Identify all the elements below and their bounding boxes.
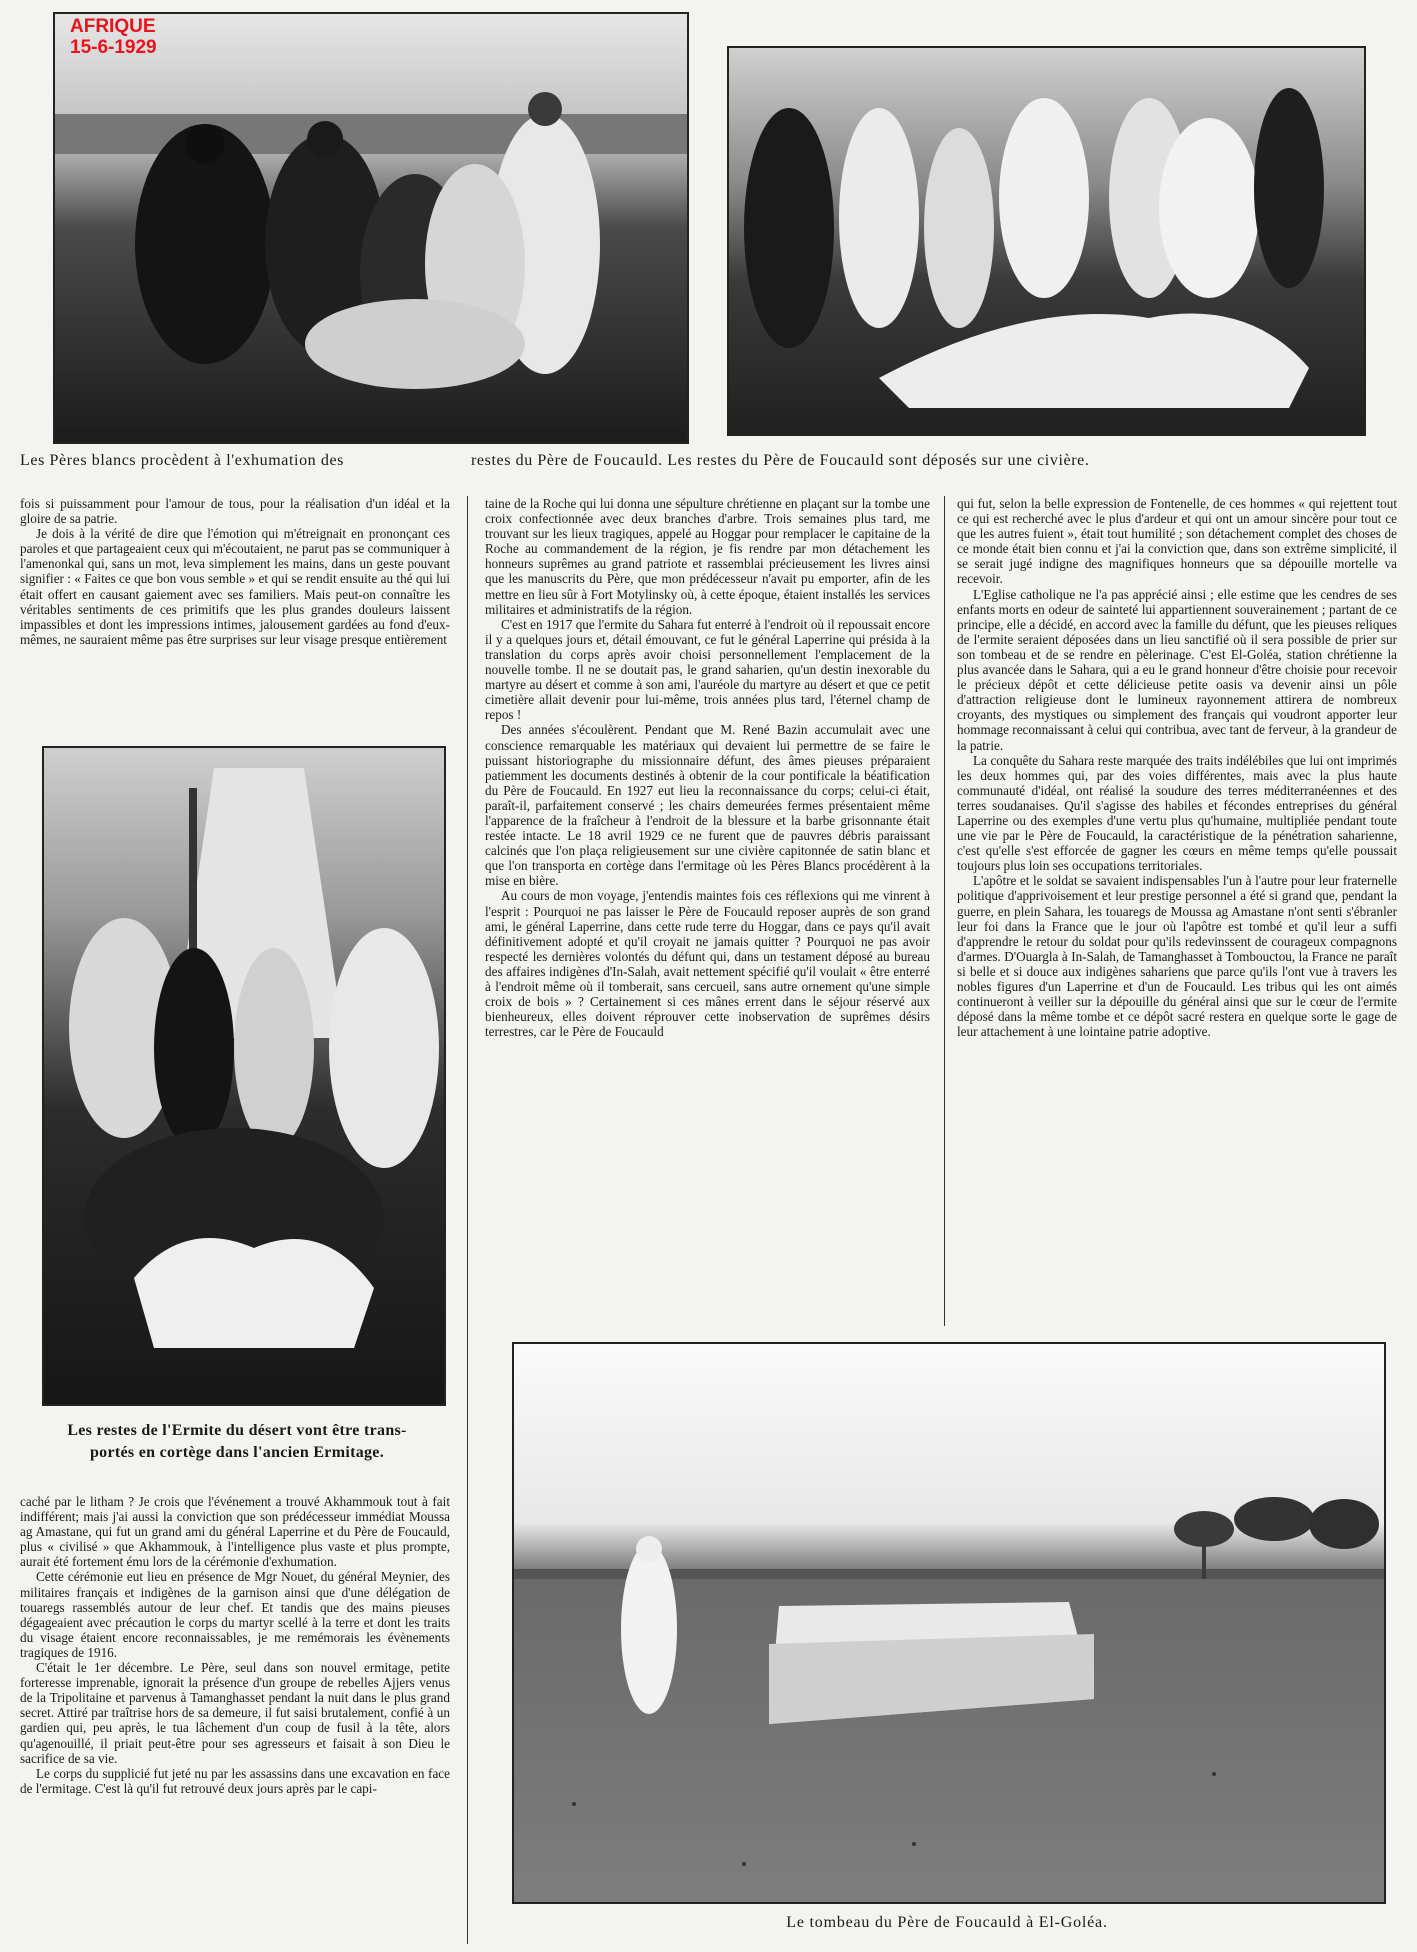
paragraph: La conquête du Sahara reste marquée des traits indélébiles que lui ont imprimés les deux hommes qui, par des voies différentes, mais avec la plus haute communauté d'idéal, ont réalisé la soudure des terres méditerranéennes et des terres soudanaises. Qu'il s'agisse des habiles et fécondes entreprises du général Laperrine ou des exemples d'une vertu plus qu'humaine, multipliée pendant toute une vie par le Père de Foucauld, la caractéristique de la pénétration saharienne, c'est qu'elle s'est efforcée de gagner les cœurs en même temps qu'elle poussait toujours plus loin ses occupations territoriales. xyxy=(957,752,1397,874)
paragraph: Des années s'écoulèrent. Pendant que M. René Bazin accumulait avec une conscience remarquable les matériaux qui devaient lui permettre de se faire le puissant historiographe du missionnaire défunt, des âmes pieuses préparaient patiemment les documents destinés à obtenir de la cour pontificale la béatification du Père de Foucauld. En 1927 eut lieu la reconnaissance du corps; celui-ci était, paraît-il, parfaitement conservé ; les chairs demeurées fermes présentaient même l'apparence de la fraîcheur à l'endroit de la blessure et la barbe grisonnante était restée intacte. Le 18 avril 1929 ce ne furent que de pauvres débris paraissant calcinés que l'on plaça religieusement sur une civière capitonnée de satin blanc et que l'on transporta en cortège dans l'ermitage où les Pères Blancs procédèrent à la mise en bière. xyxy=(485,722,930,889)
column-3 xyxy=(957,496,1397,1326)
column-rule xyxy=(467,496,468,1944)
stamp-publication: AFRIQUE xyxy=(70,16,156,37)
paragraph: fois si puissamment pour l'amour de tous, pour la réalisation d'un idéal et la gloire de sa patrie. xyxy=(20,496,450,527)
column-rule xyxy=(944,496,945,1326)
paragraph: Cette cérémonie eut lieu en présence de Mgr Nouet, du général Meynier, des militaires français et indigènes de la garnison ainsi que d'une délégation de touaregs rassemblés autour de leur chef. Et tandis que des mains pieuses dégageaient avec précaution le corps du martyr scellé à la terre et dont les traits du visage étaient encore reconnaissables, je me remémorais les évènements tragiques de 1916. xyxy=(20,1569,450,1660)
paragraph: L'apôtre et le soldat se savaient indispensables l'un à l'autre pour leur fraternelle politique d'apprivoisement et leur prestige personnel a été si grand que, pendant la guerre, en plein Sahara, les touaregs de Moussa ag Amastane n'ont senti s'ébranler leur foi dans la France que le jour où l'apôtre est tombé et qu'il leur a suffi d'apprendre le retour du soldat pour qu'ils redevinssent de courageux compagnons d'armes. D'Ouargla à In-Salah, de Tamanghasset à Tombouctou, la France ne paraît si belle et si douce aux indigènes sahariens que parce qu'ils l'ont vue à travers les nobles figures d'un Laperrine et d'un de Foucauld. Les tribus qui les ont aimés continueront à veiller sur la dépouille du général ainsi que sur le cœur de l'ermite déposé dans la même tombe et ce dépôt sacré restera en quelque sorte le gage de leur attachement à une lointaine patrie adoptive. xyxy=(957,873,1397,1040)
column-1-bottom xyxy=(20,1494,450,1950)
paragraph: Je dois à la vérité de dire que l'émotion qui m'étreignait en prononçant ces paroles et que partageaient ceux qui m'écoutaient, ne parut pas se communiquer à l'amenonkal qui, sans un mot, leva simplement les mains, dans un geste pouvant signifier : « Faites ce que bon vous semble » et qui se rendit ensuite au thé qui lui était offert en causant gaiement avec ses familiers. Mais peut-on connaître les véritables sentiments de ces primitifs que les plus grandes douleurs laissent impassibles et dont les impressions intimes, jalousement gardées au fond d'eux-mêmes, ne sauraient même pas être surprises sur leur visage presque entièrement xyxy=(20,526,450,647)
date-stamp xyxy=(70,16,157,58)
paragraph: C'est en 1917 que l'ermite du Sahara fut enterré à l'endroit où il repoussait encore il y a quelques jours et, détail émouvant, ce fut le général Laperrine qui présida à la translation du corps après avoir choisi personnellement l'emplacement de la nouvelle tombe. Il ne se doutait pas, le grand saharien, qu'un destin inexorable du martyre au désert et comme à son ami, l'auréole du martyre au désert et que ce petit cimetière allait devenir pour lui-même, trois années plus tard, l'éternel champ de repos ! xyxy=(485,616,930,723)
caption-cortege xyxy=(20,1420,454,1464)
paragraph: taine de la Roche qui lui donna une sépulture chrétienne en plaçant sur la tombe une croix confectionnée avec deux branches d'arbre. Trois semaines plus tard, me trouvant sur les lieux tragiques, appelé au Hoggar pour remplacer le capitaine de la Roche au commandement de la région, je fis rendre par mon détachement les honneurs suprêmes au grand patriote et rassemblai précieusement les livres ainsi que les manuscrits du Père, que mon prédécesseur n'avait pu emporter, afin de les mettre en lieu sûr à Fort Motylinsky où, à cette époque, étaient installés les services militaires et administratifs de la région. xyxy=(485,496,930,617)
photo-tomb xyxy=(512,1342,1386,1904)
paragraph: C'était le 1er décembre. Le Père, seul dans son nouvel ermitage, petite forteresse imprenable, ignorait la présence d'un groupe de rebelles Ajjers venus de la Tripolitaine et parvenus à Tamanghasset pendant la nuit dans le plus grand secret. Attiré par traîtrise hors de sa demeure, il fut saisi brutalement, confié à un gardien qui, peu après, le tua lâchement d'un coup de fusil à la tête, alors qu'agenouillé, il priait peut-être pour ses agresseurs et faisait à son Dieu le sacrifice de sa vie. xyxy=(20,1660,450,1766)
paragraph: L'Eglise catholique ne l'a pas apprécié ainsi ; elle estime que les cendres de ses enfants morts en odeur de sainteté lui appartiennent souverainement ; partant de ce principe, elle a décidé, en accord avec la famille du défunt, que les pieuses reliques de l'ermite seraient déposées dans un lieu sanctifié où il sera possible de prier sur son tombeau et de se rendre en pèlerinage. C'est El-Goléa, station chrétienne la plus avancée dans le Sahara, qui a eu le grand honneur d'être choisie pour recevoir le précieux dépôt et cette délicieuse petite oasis va devenir ainsi un pôle d'attraction religieuse dont le lumineux rayonnement attirera de nombreux croyants, des mystiques ou simplement des français qui voudront apporter leur hommage reconnaissant à celui qui contribua, avec tant de ferveur, à la grandeur de la patrie. xyxy=(957,586,1397,753)
caption-line: Les restes de l'Ermite du désert vont être trans- xyxy=(67,1422,407,1439)
paragraph: qui fut, selon la belle expression de Fontenelle, de ces hommes « qui rejettent tout ce qui est recherché avec le plus d'ardeur et qui ont un amour sincère pour tout ce que les autres fuient », était tout humilité ; son détachement complet des choses de ce monde était bien connu et j'ai la conviction que, dans son extrême simplicité, il se serait jugé indigne des magnifiques honneurs que sa dépouille mortelle va recevoir. xyxy=(957,496,1397,587)
photo-exhumation xyxy=(53,12,689,444)
photo-cortege xyxy=(42,746,446,1406)
stamp-date: 15-6-1929 xyxy=(70,37,157,58)
caption-tomb: Le tombeau du Père de Foucauld à El-Goléa. xyxy=(786,1914,1108,1931)
column-1-top xyxy=(20,496,450,728)
paragraph: Au cours de mon voyage, j'entendis maintes fois ces réflexions qui me vinrent à l'esprit : Pourquoi ne pas laisser le Père de Foucauld reposer auprès de son grand ami, le général Laperrine, dans cette rude terre du Hoggar, dans ce pays qu'il avait définitivement adopté et qu'il croyait ne jamais quitter ? Pourquoi ne pas avoir respecté les dernières volontés du défunt qui, dans un testament déposé au bureau des affaires indigènes d'In-Salah, avait nettement spécifié qu'il voulait « être enterré à l'endroit même où il tomberait, sans cercueil, sans autre ornement qu'une simple croix de bois » ? Certainement si ces mânes errent dans le séjour réservé aux bienheureux, elles doivent réprouver cette inobservation de suprêmes désirs terrestres, car le Père de Foucauld xyxy=(485,888,930,1040)
paragraph: caché par le litham ? Je crois que l'événement a trouvé Akhammouk tout à fait indifférent; mais j'ai aussi la conviction que son prédécesseur immédiat Moussa ag Amastane, qui fut un grand ami du général Laperrine et du Père de Foucauld, plus « civilisé » que Akhammouk, à l'intelligence plus vaste et plus prompte, aurait été fortement ému lors de la cérémonie d'exhumation. xyxy=(20,1494,450,1570)
photo-stretcher xyxy=(727,46,1366,436)
paragraph: Le corps du supplicié fut jeté nu par les assassins dans une excavation en face de l'ermitage. C'est là qu'il fut retrouvé deux jours après par le capi- xyxy=(20,1765,450,1796)
caption-stretcher: restes du Père de Foucauld. Les restes du Père de Foucauld sont déposés sur une civière. xyxy=(471,452,1090,469)
caption-exhumation: Les Pères blancs procèdent à l'exhumation des xyxy=(20,452,345,469)
caption-line: portés en cortège dans l'ancien Ermitage. xyxy=(89,1444,385,1461)
